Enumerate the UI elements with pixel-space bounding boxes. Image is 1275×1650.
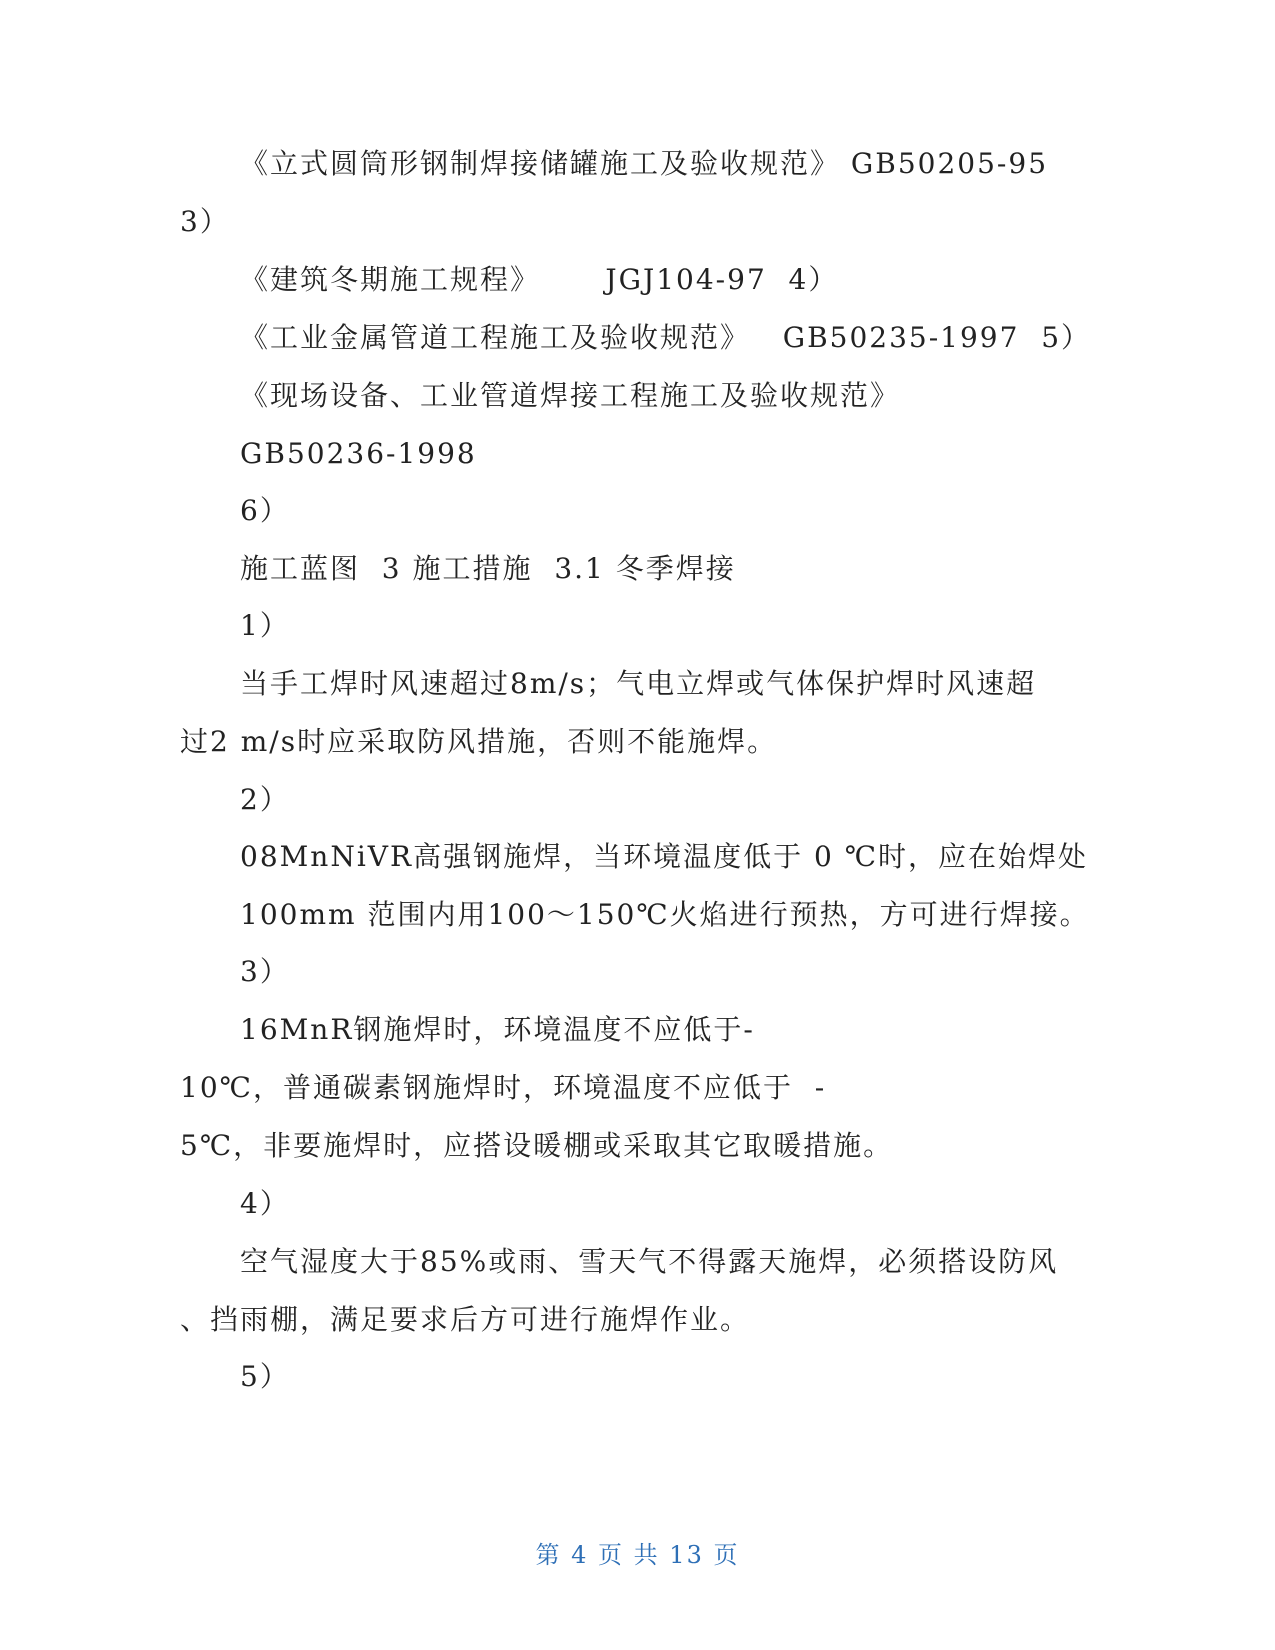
text-line: 100mm 范围内用100～150℃火焰进行预热，方可进行焊接。 xyxy=(240,898,1090,931)
text-line: 16MnR钢施焊时，环境温度不应低于- xyxy=(240,1013,755,1046)
text-line: 空气湿度大于85%或雨、雪天气不得露天施焊，必须搭设防风 xyxy=(240,1245,1059,1278)
text-line: 《建筑冬期施工规程》 JGJ104-97 4） xyxy=(240,263,839,296)
text-line: 1） xyxy=(240,609,290,642)
text-line: GB50236-1998 xyxy=(240,437,477,470)
text-line: 3） xyxy=(240,955,290,988)
text-line: 2） xyxy=(240,783,290,816)
text-line: 过2 m/s时应采取防风措施，否则不能施焊。 xyxy=(180,725,778,758)
text-line: 5℃，非要施焊时，应搭设暖棚或采取其它取暖措施。 xyxy=(180,1129,894,1162)
text-line: 10℃，普通碳素钢施焊时，环境温度不应低于 - xyxy=(180,1071,827,1104)
page-number-footer: 第 4 页 共 13 页 xyxy=(535,1541,740,1569)
text-line: 3） xyxy=(180,205,230,238)
text-line: 《立式圆筒形钢制焊接储罐施工及验收规范》 GB50205-95 xyxy=(240,147,1049,180)
text-line: 《现场设备、工业管道焊接工程施工及验收规范》 xyxy=(240,379,901,412)
text-line: 4） xyxy=(240,1187,290,1220)
text-line: 当手工焊时风速超过8m/s；气电立焊或气体保护焊时风速超 xyxy=(240,667,1037,700)
text-line: 施工蓝图 3 施工措施 3.1 冬季焊接 xyxy=(240,552,736,585)
text-line: 08MnNiVR高强钢施焊，当环境温度低于 0 ℃时，应在始焊处 xyxy=(240,840,1089,873)
text-line: 、挡雨棚，满足要求后方可进行施焊作业。 xyxy=(180,1303,751,1336)
text-line: 《工业金属管道工程施工及验收规范》 GB50235-1997 5） xyxy=(240,321,1092,354)
text-line: 5） xyxy=(240,1360,290,1393)
text-line: 6） xyxy=(240,494,290,527)
